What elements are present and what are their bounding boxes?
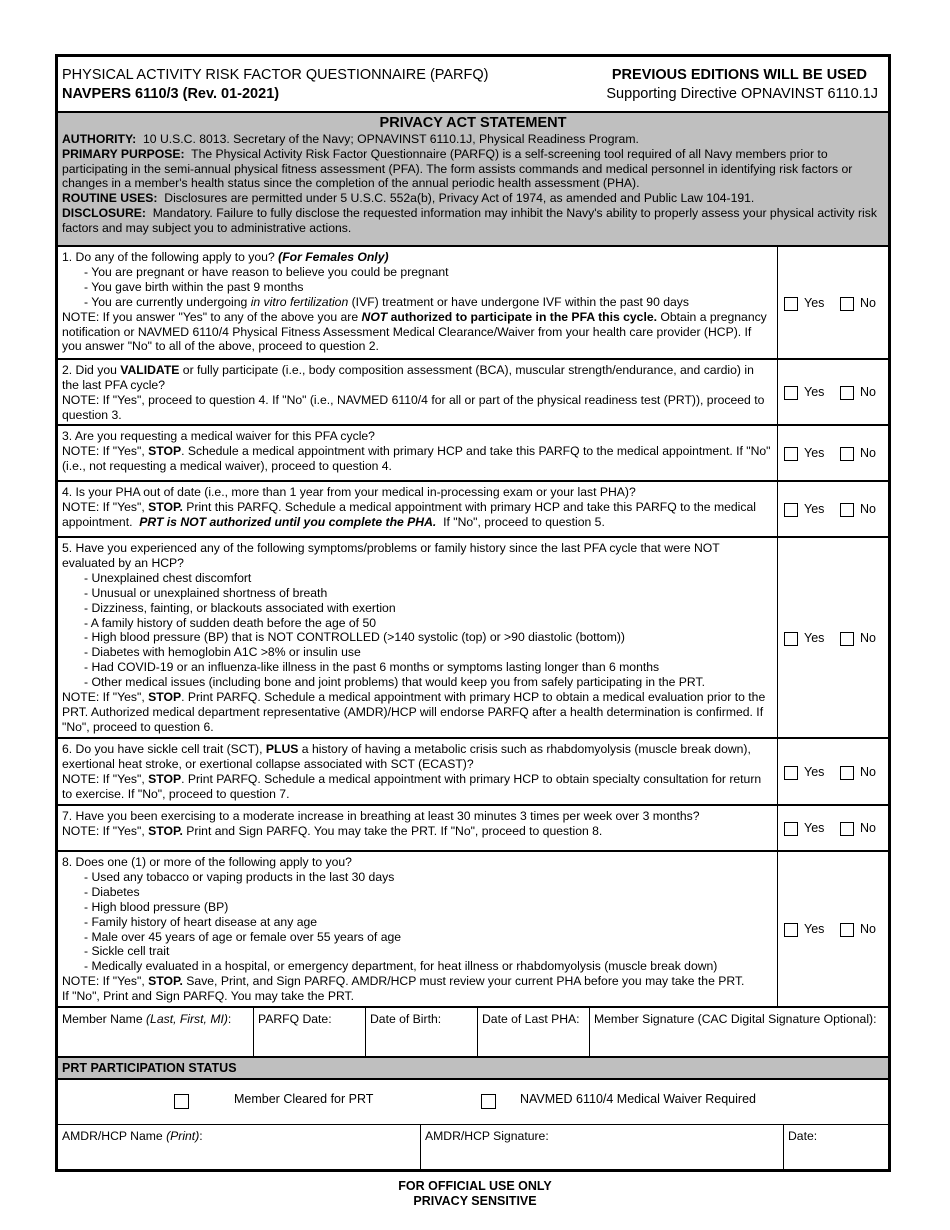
q2-no-checkbox[interactable] — [840, 386, 854, 400]
question-5 — [58, 538, 888, 739]
q3-question: 3. Are you requesting a medical waiver for this PFA cycle? — [62, 429, 375, 443]
q1-no-label: No — [860, 296, 876, 310]
question-4-text — [58, 482, 778, 536]
question-7-text — [58, 806, 778, 850]
q1-no-checkbox[interactable] — [840, 297, 854, 311]
cleared-for-prt-label: Member Cleared for PRT — [234, 1092, 374, 1106]
medical-waiver-label: NAVMED 6110/4 Medical Waiver Required — [520, 1092, 756, 1106]
question-3-answers — [778, 426, 888, 480]
date-of-birth-field[interactable]: Date of Birth: — [366, 1008, 478, 1056]
q4-yes-checkbox[interactable] — [784, 503, 798, 517]
q2-note: NOTE: If "Yes", proceed to question 4. If "No" (i.e., NAVMED 6110/4 for all or part of the physical readiness test (PRT)), proceed to question 3. — [62, 392, 765, 422]
q8-item: - Family history of heart disease at any age — [84, 914, 318, 929]
question-6-answers — [778, 739, 888, 804]
question-1-answers — [778, 247, 888, 358]
question-4-answers — [778, 482, 888, 536]
parfq-form — [55, 54, 891, 1172]
q6-note: NOTE: If "Yes", STOP. Print PARFQ. Schedule a medical appointment with primary HCP to obtain specialty consultation for return to exercise. If "No", proceed to question 7. — [62, 771, 762, 801]
privacy-act-statement — [58, 113, 888, 247]
question-1-text — [58, 247, 778, 358]
q5-yes-checkbox[interactable] — [784, 632, 798, 646]
member-name-field[interactable]: Member Name (Last, First, MI): — [58, 1008, 254, 1056]
q4-question: 4. Is your PHA out of date (i.e., more than 1 year from your medical in-processing exam or your last PHA)? — [62, 485, 636, 499]
q5-item: - Unexplained chest discomfort — [84, 570, 252, 585]
question-2 — [58, 360, 888, 426]
supporting-directive: Supporting Directive OPNAVINST 6110.1J — [606, 86, 878, 102]
routine-uses-label: ROUTINE USES: — [62, 191, 158, 206]
q7-yes-label: Yes — [804, 821, 825, 835]
form-title: PHYSICAL ACTIVITY RISK FACTOR QUESTIONNAIRE (PARFQ) — [62, 67, 489, 83]
amdr-signature-field[interactable]: AMDR/HCP Signature: — [421, 1125, 784, 1172]
q8-no-label: No — [860, 922, 876, 936]
q8-item: - Medically evaluated in a hospital, or emergency department, for heat illness or rhabdomyolysis (muscle break down) — [84, 959, 718, 974]
q8-yes-checkbox[interactable] — [784, 923, 798, 937]
q3-yes-checkbox[interactable] — [784, 447, 798, 461]
purpose-label: PRIMARY PURPOSE: — [62, 146, 185, 161]
q5-item: - A family history of sudden death before the age of 50 — [84, 615, 377, 630]
amdr-date-field[interactable]: Date: — [788, 1129, 818, 1143]
date-of-last-pha-field[interactable]: Date of Last PHA: — [478, 1008, 590, 1056]
q5-no-checkbox[interactable] — [840, 632, 854, 646]
question-6-text: 6. Do you have sickle cell trait (SCT), PLUS a history of having a metabolic crisis such as rhabdomyolysis (muscle break down), exertional heat stroke, or exertional collapse associated with SCT (ECAST)? NOTE: If "Yes", STOP. Print PARFQ. Schedule a medical appointment with primary HCP to obtain specialty consultation for return to exercise. If "No", proceed to question 7. — [58, 739, 778, 804]
purpose-text: The Physical Activity Risk Factor Questionnaire (PARFQ) is a self-screening tool required of all Navy members prior to participating in the semi-annual physical fitness assessment (PFA). The form assists commands and medical personnel in identifying risk factors or changes in a member's health status since the completion of the annual periodic health assessment (PHA). — [62, 146, 853, 191]
question-2-text: 2. Did you VALIDATE or fully participate (i.e., body composition assessment (BCA), muscular strength/endurance, and cardio) in the last PFA cycle? NOTE: If "Yes", proceed to question 4. If "No" (i.e., NAVMED 6110/4 for all or part of the physical readiness test (PRT)), proceed to question 3. — [58, 360, 778, 424]
question-7-answers — [778, 806, 888, 850]
q8-item: - Used any tobacco or vaping products in the last 30 days — [84, 869, 395, 884]
disclosure-text: Mandatory. Failure to fully disclose the requested information may inhibit the Navy's ability to properly assess your physical activity risk factors and may subject you to administrative actions. — [62, 205, 877, 235]
privacy-sensitive-label: PRIVACY SENSITIVE — [413, 1194, 537, 1208]
q3-no-checkbox[interactable] — [840, 447, 854, 461]
q2-yes-label: Yes — [804, 385, 825, 399]
fouo-label: FOR OFFICIAL USE ONLY — [398, 1179, 552, 1193]
q5-item: - Other medical issues (including bone and joint problems) that would keep you from safely participating in the PRT. — [84, 675, 705, 690]
q5-item: - Unusual or unexplained shortness of breath — [84, 585, 328, 600]
q5-note: NOTE: If "Yes", STOP. Print PARFQ. Schedule a medical appointment with primary HCP to obtain a medical evaluation prior to the PRT. Authorized medical department representative (AMDR)/HCP will endorse PARFQ after a health determination is confirmed. If "No", proceed to question 6. — [62, 690, 766, 734]
q8-item: - Sickle cell trait — [84, 944, 170, 959]
q8-no-checkbox[interactable] — [840, 923, 854, 937]
q6-yes-label: Yes — [804, 765, 825, 779]
question-8-answers — [778, 852, 888, 1006]
q5-item: - Diabetes with hemoglobin A1C >8% or insulin use — [84, 645, 361, 660]
authority-text: 10 U.S.C. 8013. Secretary of the Navy; OPNAVINST 6110.1J, Physical Readiness Program. — [143, 132, 639, 146]
privacy-title: PRIVACY ACT STATEMENT — [379, 115, 567, 131]
q3-no-label: No — [860, 446, 876, 460]
q5-item: - Dizziness, fainting, or blackouts associated with exertion — [84, 600, 396, 615]
q5-item: - Had COVID-19 or an influenza-like illness in the past 6 months or symptoms lasting longer than 6 months — [84, 660, 660, 675]
q2-no-label: No — [860, 385, 876, 399]
q4-no-label: No — [860, 502, 876, 516]
parfq-date-field[interactable]: PARFQ Date: — [254, 1008, 366, 1056]
editions-note: PREVIOUS EDITIONS WILL BE USED — [611, 67, 867, 83]
q1-yes-label: Yes — [804, 296, 825, 310]
prt-status-header: PRT PARTICIPATION STATUS — [58, 1058, 888, 1080]
question-1 — [58, 247, 888, 360]
cleared-for-prt-checkbox[interactable] — [174, 1094, 189, 1109]
q5-question: 5. Have you experienced any of the following symptoms/problems or family history since the last PFA cycle that were NOT evaluated by an HCP? — [62, 541, 720, 570]
q8-yes-label: Yes — [804, 922, 825, 936]
q4-yes-label: Yes — [804, 502, 825, 516]
member-info-row — [58, 1008, 888, 1058]
purpose-line — [62, 147, 884, 191]
q4-note: NOTE: If "Yes", STOP. Print this PARFQ. Schedule a medical appointment with primary HCP and take this PARFQ to the medical appointment. PRT is NOT authorized until you complete the PHA. If "No", proceed to question 5. — [62, 499, 756, 529]
q1-females-only: (For Females Only) — [278, 250, 389, 264]
q8-item: - Diabetes — [84, 884, 140, 899]
question-3-text — [58, 426, 778, 480]
form-header — [58, 57, 888, 113]
question-8-text — [58, 852, 778, 1006]
q7-yes-checkbox[interactable] — [784, 822, 798, 836]
q7-question: 7. Have you been exercising to a moderate increase in breathing at least 30 minutes 3 times per week over 3 months? — [62, 809, 700, 823]
authority-line — [62, 132, 884, 147]
question-5-answers — [778, 538, 888, 737]
routine-uses-line — [62, 191, 884, 206]
medical-waiver-checkbox[interactable] — [481, 1094, 496, 1109]
question-8 — [58, 852, 888, 1008]
member-signature-field[interactable]: Member Signature (CAC Digital Signature Optional): — [594, 1012, 877, 1026]
q1-lead: 1. Do any of the following apply to you? — [62, 250, 275, 264]
amdr-name-field[interactable]: AMDR/HCP Name (Print): — [58, 1125, 421, 1172]
question-3 — [58, 426, 888, 482]
q8-note: NOTE: If "Yes", STOP. Save, Print, and Sign PARFQ. AMDR/HCP must review your current PHA before you may take the PRT. — [62, 974, 745, 989]
routine-uses-text: Disclosures are permitted under 5 U.S.C. 552a(b), Privacy Act of 1974, as amended and Public Law 104-191. — [164, 191, 755, 206]
q6-no-checkbox[interactable] — [840, 766, 854, 780]
q5-no-label: No — [860, 631, 876, 645]
q1-item: - You are pregnant or have reason to believe you could be pregnant — [84, 264, 449, 279]
q6-no-label: No — [860, 765, 876, 779]
question-4 — [58, 482, 888, 538]
disclosure-line — [62, 206, 884, 236]
q2-yes-checkbox[interactable] — [784, 386, 798, 400]
q6-yes-checkbox[interactable] — [784, 766, 798, 780]
q7-no-checkbox[interactable] — [840, 822, 854, 836]
q1-item: - You gave birth within the past 9 months — [84, 279, 304, 294]
q1-note: NOTE: If you answer "Yes" to any of the above you are NOT authorized to participate in the PFA this cycle. Obtain a pregnancy notification or NAVMED 6110/4 Physical Fitness Assessment Medical Clearance/Waiver from your health care provider (HCP). If you answer "No" to all of the above, proceed to question 2. — [62, 309, 767, 354]
q3-yes-label: Yes — [804, 446, 825, 460]
disclosure-label: DISCLOSURE: — [62, 205, 146, 220]
prt-status-row — [58, 1080, 888, 1125]
q7-note: NOTE: If "Yes", STOP. Print and Sign PARFQ. You may take the PRT. If "No", proceed to question 8. — [62, 823, 603, 838]
question-6 — [58, 739, 888, 806]
question-5-text — [58, 538, 778, 737]
q5-item: - High blood pressure (BP) that is NOT CONTROLLED (>140 systolic (top) or >90 diastolic (bottom)) — [84, 630, 625, 645]
form-number: NAVPERS 6110/3 (Rev. 01-2021) — [62, 86, 280, 102]
q8-item: - Male over 45 years of age or female over 55 years of age — [84, 929, 402, 944]
q8-item: - High blood pressure (BP) — [84, 899, 229, 914]
q7-no-label: No — [860, 821, 876, 835]
q3-note: NOTE: If "Yes", STOP. Schedule a medical appointment with primary HCP and take this PARFQ to the medical appointment. If "No" (i.e., not requesting a medical waiver), proceed to question 4. — [62, 443, 771, 473]
question-2-answers — [778, 360, 888, 424]
q1-item: - You are currently undergoing in vitro fertilization (IVF) treatment or have undergone IVF within the past 90 days — [84, 294, 689, 309]
question-7 — [58, 806, 888, 852]
q8-question: 8. Does one (1) or more of the following apply to you? — [62, 855, 352, 869]
q8-note-no: If "No", Print and Sign PARFQ. You may take the PRT. — [62, 989, 355, 1004]
authority-label: AUTHORITY: — [62, 132, 137, 146]
q4-no-checkbox[interactable] — [840, 503, 854, 517]
amdr-row — [58, 1125, 888, 1172]
q5-yes-label: Yes — [804, 631, 825, 645]
footer — [0, 1179, 950, 1209]
q1-yes-checkbox[interactable] — [784, 297, 798, 311]
